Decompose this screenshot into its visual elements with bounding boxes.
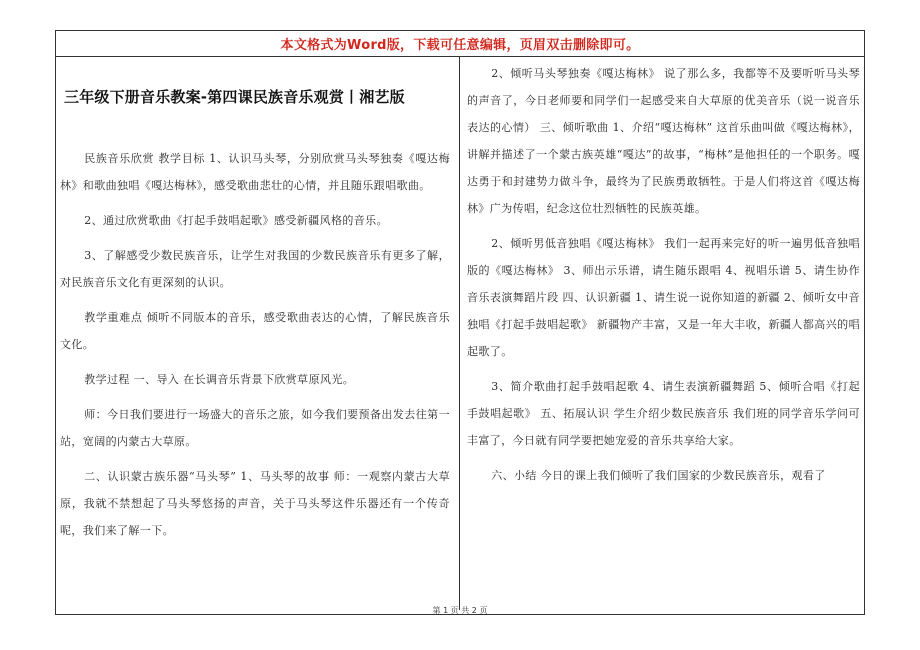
left-column bbox=[60, 58, 450, 552]
paragraph: 2、倾听马头琴独奏《嘎达梅林》 说了那么多，我都等不及要听听马头琴的声音了，今日老师要和同学们一起感受来自大草原的优美音乐（说一说音乐表达的心情） 三、倾听歌曲 1、介绍“嘎达梅林” 这首乐曲叫做《嘎达梅林》，讲解并描述了一个蒙古族英雄“嘎达”的故事，“梅林”是他担任的一个职务。嘎达勇于和封建势力做斗争，最终为了民族勇敢牺牲。于是人们将这首《嘎达梅林》广为传唱，纪念这位壮烈牺牲的民族英雄。 bbox=[467, 67, 860, 215]
page-number: 第 1 页 共 2 页 bbox=[432, 606, 488, 615]
header-divider bbox=[55, 56, 865, 57]
document-title: 三年级下册音乐教案-第四课民族音乐观赏丨湘艺版 bbox=[64, 88, 405, 106]
paragraph: 教学重难点 倾听不同版本的音乐，感受歌曲表达的心情，了解民族音乐文化。 bbox=[60, 311, 450, 351]
paragraph: 教学过程 一、导入 在长调音乐背景下欣赏草原风光。 bbox=[84, 373, 355, 386]
paragraph: 民族音乐欣赏 教学目标 1、认识马头琴，分别欣赏马头琴独奏《嘎达梅林》和歌曲独唱《嘎达梅林》，感受歌曲悲壮的心情，并且随乐跟唱歌曲。 bbox=[60, 152, 450, 192]
paragraph: 师：今日我们要进行一场盛大的音乐之旅，如今我们要预备出发去往第一站，宽阔的内蒙古大草原。 bbox=[60, 408, 450, 448]
paragraph: 六、小结 今日的课上我们倾听了我们国家的少数民族音乐，观看了 bbox=[491, 469, 826, 482]
paragraph: 3、了解感受少数民族音乐，让学生对我国的少数民族音乐有更多了解，对民族音乐文化有更深刻的认识。 bbox=[60, 249, 450, 289]
paragraph: 二、认识蒙古族乐器“马头琴” 1、马头琴的故事 师：一观察内蒙古大草原，我就不禁想起了马头琴悠扬的声音，关于马头琴这件乐器还有一个传奇呢，我们来了解一下。 bbox=[60, 470, 450, 537]
right-column bbox=[467, 58, 860, 497]
paragraph: 2、倾听男低音独唱《嘎达梅林》 我们一起再来完好的听一遍男低音独唱版的《嘎达梅林》 3、师出示乐谱，请生随乐跟唱 4、视唱乐谱 5、请生协作音乐表演舞蹈片段 四、认识新疆 1、请生说一说你知道的新疆 2、倾听女中音独唱《打起手鼓唱起歌》 新疆物产丰富，又是一年大丰收，新疆人都高兴的唱起歌了。 bbox=[467, 237, 860, 358]
column-divider bbox=[459, 57, 460, 610]
paragraph: 3、简介歌曲打起手鼓唱起歌 4、请生表演新疆舞蹈 5、倾听合唱《打起手鼓唱起歌》 五、拓展认识 学生介绍少数民族音乐 我们班的同学音乐学问可丰富了，今日就有同学要把她宠爱的音乐共享给大家。 bbox=[467, 380, 860, 447]
header-notice: 本文格式为Word版，下载可任意编辑，页眉双击删除即可。 bbox=[280, 38, 640, 53]
paragraph: 2、通过欣赏歌曲《打起手鼓唱起歌》感受新疆风格的音乐。 bbox=[84, 214, 388, 227]
